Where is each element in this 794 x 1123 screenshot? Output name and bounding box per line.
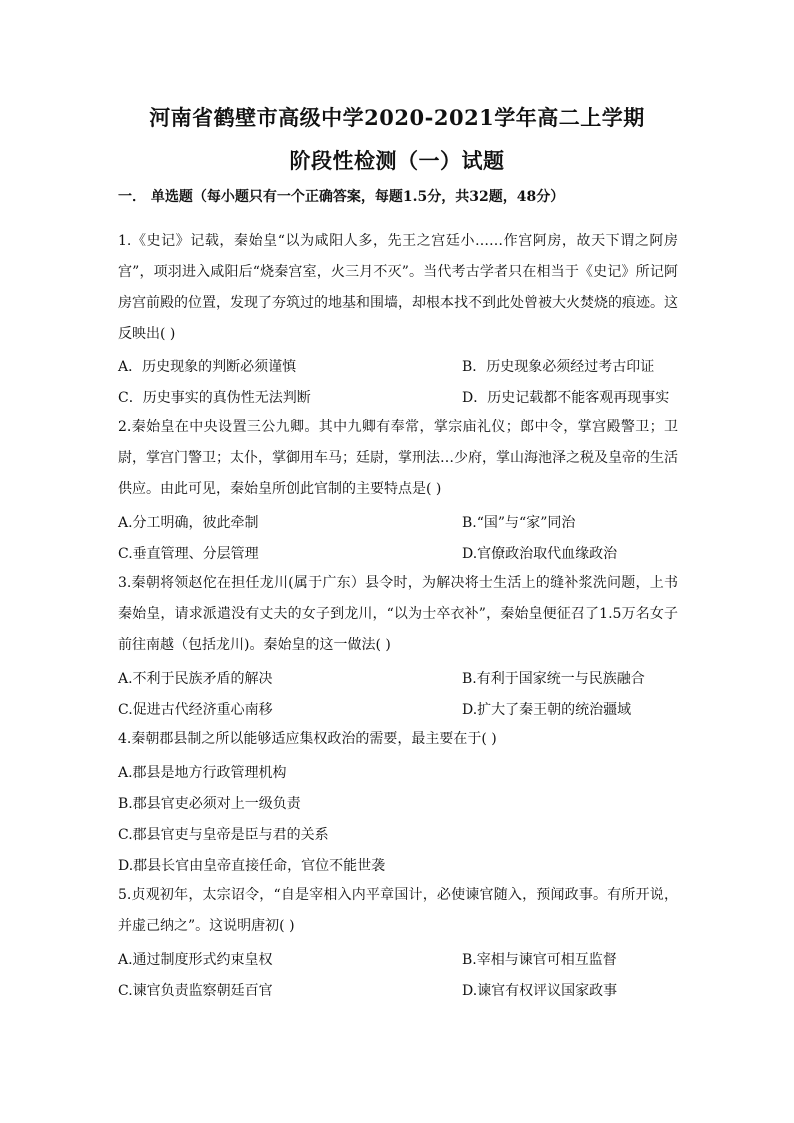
question-2-option-a: A.分工明确，彼此牵制 (118, 515, 259, 531)
question-2-option-c: C.垂直管理、分层管理 (118, 546, 259, 562)
question-5-stem: 5.贞观初年，太宗诏令，“自是宰相入内平章国计，必使谏官随入，预闻政事。有所开说，并虚己纳之”。这说明唐初( ) (118, 887, 678, 934)
question-4-option-d: D.郡县长官由皇帝直接任命，官位不能世袭 (118, 858, 386, 874)
question-3-option-b: B.有利于国家统一与民族融合 (462, 671, 645, 687)
question-2-stem: 2.秦始皇在中央设置三公九卿。其中九卿有奉常，掌宗庙礼仪；郎中令，掌宫殿警卫；卫尉，掌宫门警卫；太仆，掌御用车马；廷尉，掌刑法…少府，掌山海池泽之税及皇帝的生活供应。由此可见，秦始皇所创此官制的主要特点是( ) (118, 419, 678, 497)
question-1-option-b: B．历史现象必须经过考古印证 (462, 359, 655, 375)
exam-title-line1: 河南省鹤壁市高级中学2020-2021学年高二上学期 (149, 105, 645, 130)
question-5-option-c: C.谏官负责监察朝廷百官 (118, 983, 273, 999)
question-3-option-c: C.促进古代经济重心南移 (118, 702, 273, 718)
question-3-stem: 3.秦朝将领赵佗在担任龙川(属于广东）县令时，为解决将士生活上的缝补浆洗问题，上书秦始皇，请求派遣没有丈夫的女子到龙川，“以为士卒衣补”，秦始皇便征召了1.5万名女子前往南越（包括龙川)。秦始皇的这一做法( ) (118, 575, 678, 653)
section-heading: 一． 单选题（每小题只有一个正确答案，每题1.5分，共32题，48分） (118, 189, 565, 205)
question-3-option-d: D.扩大了秦王朝的统治疆域 (462, 702, 632, 718)
question-2-option-d: D.官僚政治取代血缘政治 (462, 546, 618, 562)
question-1-option-a: A．历史现象的判断必须谨慎 (118, 359, 297, 375)
question-3-option-a: A.不利于民族矛盾的解决 (118, 671, 273, 687)
question-5-option-d: D.谏官有权评议国家政事 (462, 983, 618, 999)
question-5-option-a: A.通过制度形式约束皇权 (118, 952, 273, 968)
question-4-option-b: B.郡县官吏必须对上一级负责 (118, 796, 301, 812)
question-2-option-b: B.“国”与“家”同治 (462, 515, 576, 531)
question-4-option-c: C.郡县官吏与皇帝是臣与君的关系 (118, 827, 329, 843)
question-1-stem: 1.《史记》记载，秦始皇“以为咸阳人多，先王之宫廷小……作宫阿房，故天下谓之阿房宫”，项羽进入咸阳后“烧秦宫室，火三月不灭”。当代考古学者只在相当于《史记》所记阿房宫前殿的位置，发现了夯筑过的地基和围墙，却根本找不到此处曾被大火焚烧的痕迹。这反映出( ) (118, 233, 678, 342)
question-4-option-a: A.郡县是地方行政管理机构 (118, 765, 287, 781)
question-5-option-b: B.宰相与谏官可相互监督 (462, 952, 617, 968)
question-4-stem: 4.秦朝郡县制之所以能够适应集权政治的需要，最主要在于( ) (118, 731, 497, 747)
exam-title-line2: 阶段性检测（一）试题 (289, 148, 505, 173)
question-1-option-c: C．历史事实的真伪性无法判断 (118, 390, 311, 406)
question-1-option-d: D．历史记载都不能客观再现事实 (462, 390, 670, 406)
